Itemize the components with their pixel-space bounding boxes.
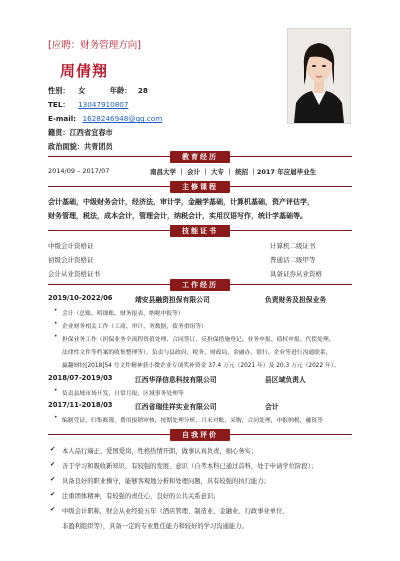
job-1-item: • 担保业务工作（担保业务全流程资值处理、合同签订，反担保措施登记、业务申报、债权申报、代偿处理、 [62,334,334,343]
profile-photo [287,28,351,124]
gender-label: 性别： [48,86,70,95]
check-icon: ✔ [50,446,56,453]
section-work [48,280,352,289]
check-icon: ✔ [50,476,56,483]
hometown: 籍贯：江西省宜春市 [48,128,113,137]
section-education [48,152,352,161]
age-value: 28 [137,86,148,95]
tel-label: TEL： [48,100,70,109]
email-label: E-mail: [48,114,77,123]
section-self-eval [48,430,352,439]
education-period: 2014/09 – 2017/07 [48,167,110,175]
courses-line-2: 财务管理，税法，成本会计，管理会计，纳税会计，实用汉语写作，统计学基础等。 [48,212,307,220]
job-3-item: • 编制凭证，归集账簿，费用报销审核，按期处理分析，月末对账，采购，合同处理，申报纳税，融资等 [62,415,323,424]
job-3-company: 江西省瑞佳祥实业有限公司 [135,403,217,411]
cert-left-2: 初级会计资格证 [48,256,94,264]
apply-position: [应聘：财务管理方向] [48,40,141,51]
email-line [48,114,162,123]
section-courses [48,182,352,191]
job-2-item: • 负责县域市场开发，日常月报、区域事务处理等 [62,388,184,397]
job-2-period: 2018/07-2019/03 [48,374,113,382]
cert-right-3: 具备证券从业资格 [270,270,322,278]
check-icon: ✔ [50,506,56,513]
job-1-position: 负责财务及担保业务 [265,296,327,304]
job-1-item: 法律性文件等档案的收集整理等）。负责与县政府、税务、财政局、金融办、银行、企业等进行沟通联系， [62,350,332,356]
section-title: 技能证书 [170,225,230,237]
cert-left-3: 会计从业资格证书 [48,270,100,278]
cert-right-1: 计算机二级证书 [270,242,316,250]
self-eval-item: ✔ 本人品行端正、爱国爱岗，性格热情开朗，做事认真负责，细心务实； [50,446,258,455]
job-1-item: • 会计（总账、明细账、财务报表、纳税申报等） [62,308,184,317]
email-link[interactable]: 1628246948@qq.com [82,114,163,123]
job-1-period: 2019/10-2022/06 [48,294,113,302]
job-1-item: • 企业财务相关工作（工商、审计、务数据，债务重组等） [62,321,207,330]
check-icon: ✔ [50,491,56,498]
courses-line-1: 会计基础，中级财务会计，经济法，审计学，金融学基础，计算机基础，资产评估学， [48,198,314,206]
job-2-company: 江西华泽信息科技有限公司 [135,376,217,384]
section-title: 教育经历 [170,151,230,163]
self-eval-item: ✔ 具备良好的职业操守，能够客观地分析和处理问题，具有较强的执行能力； [50,476,270,485]
tel-line [48,100,128,110]
self-eval-item: ✔ 注重团体精神，有较强的责任心，良好的公共关系意识； [50,491,220,500]
job-2-position: 县区域负责人 [265,376,306,384]
section-certs [48,226,352,235]
gender-age-line [48,86,148,96]
self-eval-item-cont: 非盈利组织等），具备一定的专业胜任能力和较好的学习沟通能力。 [62,523,248,530]
job-1-item: 赢翻财经[2018]54 号文件精神获小微企业专项奖补资金 37.4 万元（2021 年）及 20.3 万元（2022 年）。 [62,363,340,369]
gender-value: 女 [78,86,86,95]
self-eval-item: ✔ 善于学习和吸收新知识，有较强的发展、意识（自考本科已通过首科，处于申请学位阶段）； [50,461,318,470]
section-title: 自我评价 [170,429,230,441]
education-detail: 南昌大学 ｜ 会计 ｜ 大专 ｜ 统招 ｜2017 年应届毕业生 [150,168,317,176]
check-icon: ✔ [50,461,56,468]
portrait-image [288,29,350,123]
candidate-name: 周倩翔 [60,62,109,80]
politics: 政治面貌：共青团员 [48,142,113,151]
job-3-position: 会计 [265,403,279,411]
section-title: 主修课程 [170,181,230,193]
job-1-company: 靖安县融资担保有限公司 [135,296,210,304]
age-label: 年龄： [109,86,132,95]
cert-left-1: 中级会计资格证 [48,242,94,250]
cert-right-2: 普通话二级甲等 [270,256,316,264]
job-3-period: 2017/11-2018/03 [48,401,113,409]
self-eval-item: ✔ 中级会计职称，财会从业经验五年（酒店管理、制造业、金融业、行政事业单位、 [50,506,289,515]
tel-link[interactable]: 13047910807 [78,100,129,109]
section-title: 工作经历 [170,279,230,291]
